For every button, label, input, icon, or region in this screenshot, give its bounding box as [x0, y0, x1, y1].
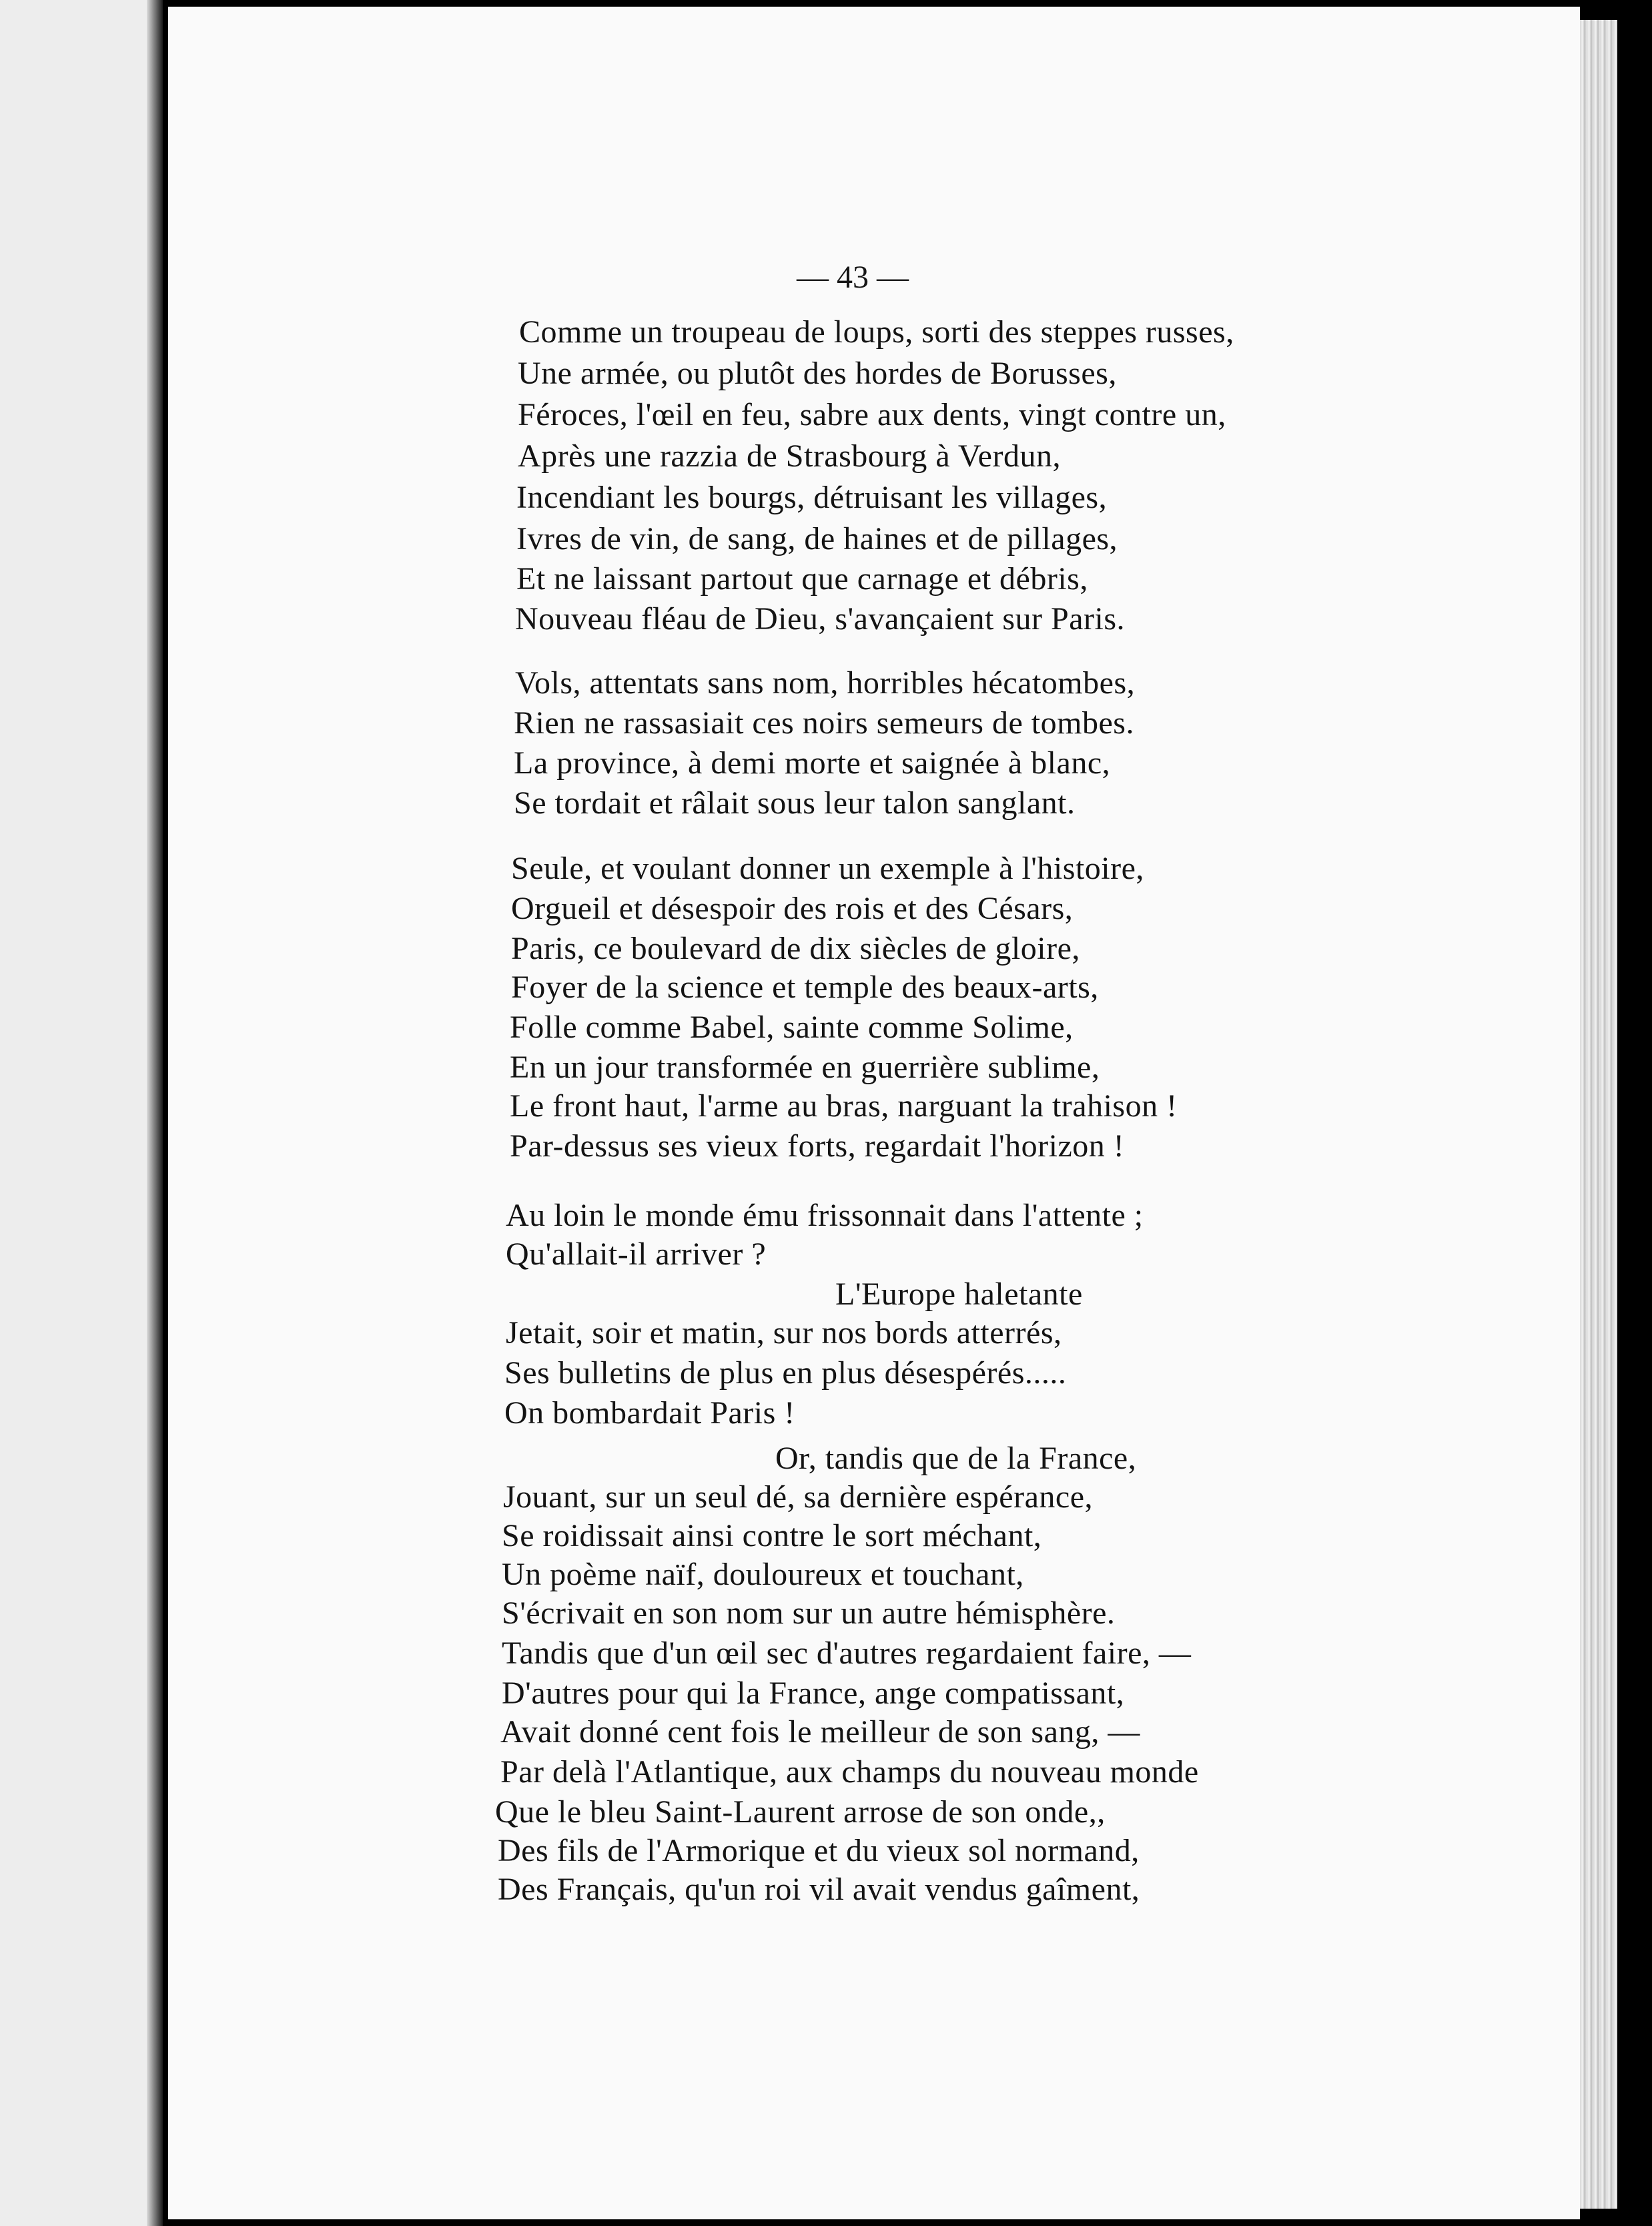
- poem-line: Paris, ce boulevard de dix siècles de gloire,: [511, 931, 1080, 966]
- poem-line: D'autres pour qui la France, ange compatissant,: [502, 1676, 1125, 1711]
- poem-line: Seule, et voulant donner un exemple à l'histoire,: [511, 851, 1144, 886]
- poem-line: Jetait, soir et matin, sur nos bords atterrés,: [506, 1315, 1062, 1351]
- poem-line: Avait donné cent fois le meilleur de son sang, —: [500, 1714, 1140, 1750]
- poem-line: Orgueil et désespoir des rois et des Césars,: [511, 891, 1074, 926]
- poem-line: Par-dessus ses vieux forts, regardait l'horizon !: [510, 1128, 1125, 1164]
- poem-line: Tandis que d'un œil sec d'autres regardaient faire, —: [502, 1635, 1192, 1671]
- poem-line: Se tordait et râlait sous leur talon sanglant.: [514, 785, 1076, 821]
- poem-line: Et ne laissant partout que carnage et débris,: [516, 561, 1088, 597]
- poem-line: Féroces, l'œil en feu, sabre aux dents, vingt contre un,: [518, 397, 1226, 432]
- poem-line: Se roidissait ainsi contre le sort méchant,: [502, 1518, 1042, 1553]
- poem-line: Or, tandis que de la France,: [775, 1441, 1137, 1476]
- poem-line: Que le bleu Saint-Laurent arrose de son onde,,: [495, 1794, 1106, 1830]
- poem-line: On bombardait Paris !: [504, 1395, 795, 1431]
- poem-line: Jouant, sur un seul dé, sa dernière espérance,: [503, 1479, 1093, 1515]
- poem-line: Des fils de l'Armorique et du vieux sol normand,: [498, 1833, 1140, 1868]
- poem-line: Nouveau fléau de Dieu, s'avançaient sur Paris.: [515, 601, 1125, 637]
- page-number: — 43 —: [797, 260, 909, 295]
- poem-line: Un poème naïf, douloureux et touchant,: [502, 1557, 1024, 1592]
- poem-line: Folle comme Babel, sainte comme Solime,: [510, 1010, 1074, 1045]
- poem-line: S'écrivait en son nom sur un autre hémisphère.: [502, 1595, 1116, 1631]
- poem-line: Ivres de vin, de sang, de haines et de pillages,: [516, 521, 1118, 556]
- poem-line: L'Europe haletante: [835, 1276, 1083, 1312]
- poem-line: Foyer de la science et temple des beaux-arts,: [511, 970, 1099, 1005]
- poem-line: Rien ne rassasiait ces noirs semeurs de tombes.: [514, 705, 1134, 741]
- poem-line: Ses bulletins de plus en plus désespérés.....: [504, 1355, 1067, 1391]
- poem-line: La province, à demi morte et saignée à blanc,: [514, 745, 1111, 781]
- poem-line: Vols, attentats sans nom, horribles hécatombes,: [515, 665, 1136, 701]
- poem-line: En un jour transformée en guerrière sublime,: [510, 1050, 1100, 1085]
- poem-line: Une armée, ou plutôt des hordes de Borusses,: [518, 356, 1117, 391]
- poem-line: Des Français, qu'un roi vil avait vendus gaîment,: [498, 1872, 1140, 1907]
- poem-line: Au loin le monde ému frissonnait dans l'attente ;: [506, 1198, 1144, 1233]
- poem-line: Le front haut, l'arme au bras, narguant la trahison !: [510, 1088, 1178, 1124]
- poem-line: Qu'allait-il arriver ?: [506, 1236, 767, 1272]
- poem-line: Par delà l'Atlantique, aux champs du nouveau monde: [500, 1754, 1199, 1790]
- poem-line: Incendiant les bourgs, détruisant les villages,: [516, 480, 1108, 515]
- poem-line: Après une razzia de Strasbourg à Verdun,: [518, 438, 1061, 474]
- poem-line: Comme un troupeau de loups, sorti des steppes russes,: [519, 314, 1234, 350]
